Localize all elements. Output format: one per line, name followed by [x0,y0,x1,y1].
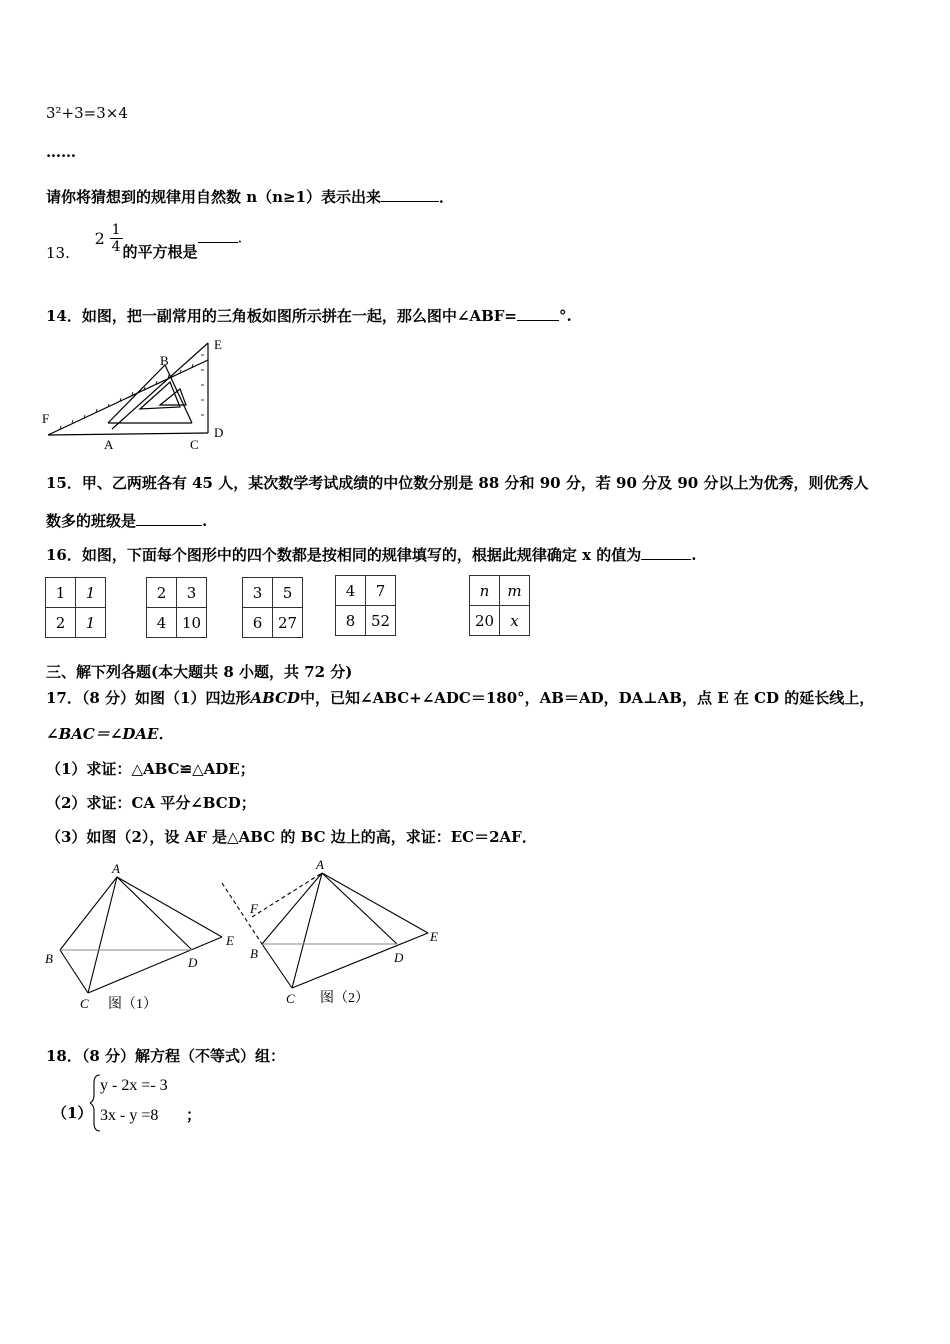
grid-cell: 1 [76,608,106,638]
answer-blank [136,511,202,526]
figure-2-caption: 图（2） [320,991,369,1006]
formula-line: 3²+3=3×4 [46,104,128,122]
fig2-label-c: C [286,991,295,1006]
fig2-label-f: F [250,901,258,916]
section-3-heading: 三、解下列各题(本大题共 8 小题，共 72 分) [46,663,353,681]
punct: . [202,512,208,530]
question-16-text: 16．如图，下面每个图形中的四个数都是按相同的规律填写的，根据此规律确定 x 的值为 [46,546,642,564]
grid-cell: 4 [336,576,366,606]
question-13-text: 的平方根是 [122,243,198,261]
grid-cell: 1 [46,578,76,608]
question-17-part3: （3）如图（2），设 AF 是△ABC 的 BC 边上的高，求证：EC＝2AF． [46,828,537,846]
grid-cell: 10 [177,608,207,638]
grid-cell: 3 [177,578,207,608]
question-14 [46,305,572,326]
punct: ． [439,188,455,206]
fig1-label-a: A [112,861,120,876]
question-17-part1: （1）求证：△ABC≌△ADE； [46,760,255,778]
question-17-text: 17．（8 分）如图（1）四边形 [46,689,251,707]
quadrilateral-figures [40,855,460,1020]
grid-cell: 5 [273,578,303,608]
fraction-numerator: 1 [111,222,121,238]
label-d: D [214,425,224,440]
fig1-label-b: B [45,951,53,966]
fig2-label-b: B [250,946,258,961]
question-17-line2: ∠BAC＝∠DAE． [46,725,174,743]
number-grid-4 [335,575,396,636]
label-f: F [42,411,50,426]
triangle-ruler-figure [40,335,240,455]
punct: . [691,546,697,564]
question-15-line1: 15．甲、乙两班各有 45 人，某次数学考试成绩的中位数分别是 88 分和 90 分，若 90 分及 90 分以上为优秀，则优秀人 [46,474,869,492]
number-grid-2 [146,577,207,638]
fig2-label-a: A [316,857,324,872]
fig1-label-e: E [226,933,234,948]
number-grid-3 [242,577,303,638]
fig2-label-e: E [430,929,438,944]
label-a: A [104,437,114,452]
grid-cell: 52 [366,606,396,636]
grid-cell: 8 [336,606,366,636]
question-17-condition: 中，已知∠ABC+∠ADC＝180°，AB＝AD，DA⊥AB，点 E 在 CD 的延长线上， [300,689,875,707]
answer-blank [641,545,691,560]
edge-fb [48,360,208,435]
question-12-text: 请你将猜想到的规律用自然数 n（n≥1）表示出来 [46,188,382,206]
equation-2: 3x - y =8 [100,1107,159,1124]
grid-cell: x [500,606,530,636]
grid-cell: m [500,576,530,606]
fig1-label-c: C [80,996,89,1011]
label-b: B [160,353,169,368]
punct: . [237,228,243,247]
fraction [110,222,123,255]
answer-blank [381,187,439,202]
question-17-part2: （2）求证：CA 平分∠BCD； [46,794,256,812]
answer-blank [517,306,559,321]
fraction-integer: 2 [94,229,105,248]
grid-cell: 1 [76,578,106,608]
grid-cell: 20 [470,606,500,636]
question-14-text: 14．如图，把一副常用的三角板如图所示拼在一起，那么图中∠ABF= [46,307,517,325]
ellipsis-line: …… [46,143,76,161]
grid-cell: 2 [147,578,177,608]
quad-name: ABCD [250,689,301,707]
grid-cell: n [470,576,500,606]
question-18-part1: （1） [52,1104,93,1122]
grid-cell: 3 [243,578,273,608]
figure-1 [60,877,222,993]
question-12-prompt [46,186,454,207]
figure-2 [222,873,428,988]
grid-cell: 4 [147,608,177,638]
figure-1-caption: 图（1） [108,997,157,1012]
grid-cell: 2 [46,608,76,638]
question-15-text: 数多的班级是 [46,512,137,530]
grid-cell: 27 [273,608,303,638]
question-17-line1 [46,687,874,708]
question-number: 13. [46,244,70,262]
label-c: C [190,437,199,452]
fraction-denominator: 4 [111,239,121,255]
question-18-punct: ； [186,1106,202,1124]
question-16 [46,544,697,565]
fig2-label-d: D [394,950,404,965]
grid-cell: 6 [243,608,273,638]
question-18: 18．（8 分）解方程（不等式）组： [46,1047,286,1065]
grid-cell: 7 [366,576,396,606]
punct: °. [558,307,572,325]
question-15-line2 [46,510,207,531]
mixed-fraction [95,222,123,255]
equation-1: y - 2x =- 3 [100,1077,168,1094]
number-grid-5 [469,575,530,636]
fig1-label-d: D [188,955,198,970]
label-e: E [214,337,222,352]
edge-fd [48,433,208,435]
number-grid-1 [45,577,106,638]
answer-blank [198,228,238,243]
question-13 [46,222,242,262]
